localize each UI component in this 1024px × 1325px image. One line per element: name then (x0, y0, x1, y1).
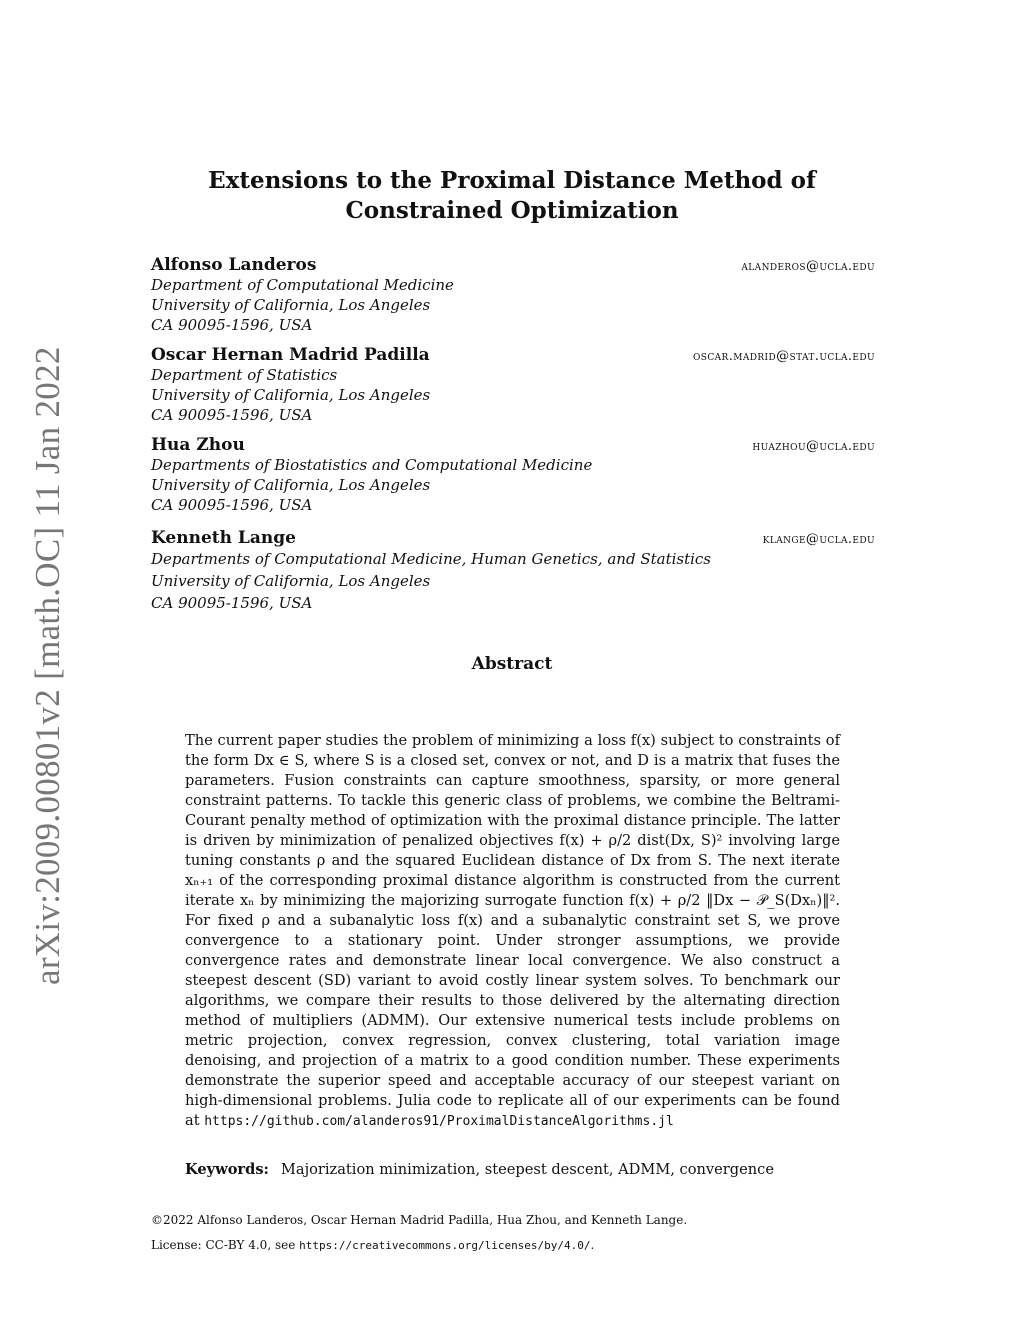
license-text: License: CC-BY 4.0, see (151, 1238, 296, 1252)
affiliation-line: University of California, Los Angeles (151, 296, 431, 314)
arxiv-stamp: arXiv:2009.00801v2 [math.OC] 11 Jan 2022 (28, 346, 67, 985)
affiliation-line: Departments of Computational Medicine, Human Genetics, and Statistics (151, 550, 712, 568)
license-link[interactable]: https://creativecommons.org/licenses/by/4.0/ (299, 1239, 591, 1252)
author-email[interactable]: alanderos@ucla.edu (741, 259, 875, 274)
author-name: Oscar Hernan Madrid Padilla (151, 345, 430, 365)
author-email[interactable]: klange@ucla.edu (762, 532, 875, 547)
affiliation-line: Department of Computational Medicine (151, 276, 454, 294)
license-suffix: . (590, 1238, 595, 1252)
affiliation-line: University of California, Los Angeles (151, 386, 431, 404)
paper-title: Extensions to the Proximal Distance Method of Constrained Optimization (208, 167, 816, 224)
affiliation-line: Departments of Biostatistics and Computational Medicine (151, 456, 593, 474)
abstract-body (185, 731, 840, 1132)
keywords-label: Keywords: (185, 1161, 269, 1178)
affiliation-line: CA 90095-1596, USA (151, 406, 313, 424)
author-name: Alfonso Landeros (151, 255, 317, 275)
keywords (185, 1161, 840, 1178)
affiliation-line: CA 90095-1596, USA (151, 496, 313, 514)
author-block (151, 345, 875, 425)
affiliation-line: CA 90095-1596, USA (151, 594, 313, 612)
author-name: Kenneth Lange (151, 528, 296, 548)
affiliation-line: Department of Statistics (151, 366, 338, 384)
abstract-heading: Abstract (471, 654, 553, 674)
affiliation-line: University of California, Los Angeles (151, 572, 431, 590)
code-link[interactable]: https://github.com/alanderos91/ProximalDistanceAlgorithms.jl (204, 1114, 674, 1129)
keywords-text: Majorization minimization, steepest descent, ADMM, convergence (280, 1161, 774, 1178)
license-notice (151, 1238, 594, 1252)
author-email[interactable]: huazhou@ucla.edu (752, 439, 875, 454)
author-block (151, 435, 875, 515)
author-block (151, 255, 875, 335)
abstract-text: The current paper studies the problem of minimizing a loss f(x) subject to constraints of the form Dx ∈ S, where S is a closed set, convex or not, and D is a matrix that fuses the parameters. Fusion constraints can capture smoothness, sparsity, or more general constraint patterns. To tackle this generic class of problems, we combine the Beltrami-Courant penalty method of optimization with the proximal distance principle. The latter is driven by minimization of penalized objectives f(x) + ρ/2 dist(Dx, S)² involving large tuning constants ρ and the squared Euclidean distance of Dx from S. The next iterate xₙ₊₁ of the corresponding proximal distance algorithm is constructed from the current iterate xₙ by minimizing the majorizing surrogate function f(x) + ρ/2 ‖Dx − 𝒫_S(Dxₙ)‖². For fixed ρ and a subanalytic loss f(x) and a subanalytic constraint set S, we prove convergence to a stationary point. Under stronger assumptions, we provide convergence rates and demonstrate linear local convergence. We also construct a steepest descent (SD) variant to avoid costly linear system solves. To benchmark our algorithms, we compare their results to those delivered by the alternating direction method of multipliers (ADMM). Our extensive numerical tests include problems on metric projection, convex regression, convex clustering, total variation image denoising, and projection of a matrix to a good condition number. These experiments demonstrate the superior speed and acceptable accuracy of our steepest variant on high-dimensional problems. Julia code to replicate all of our experiments can be found at (185, 732, 840, 1129)
affiliation-line: University of California, Los Angeles (151, 476, 431, 494)
affiliation-line: CA 90095-1596, USA (151, 316, 313, 334)
author-email[interactable]: oscar.madrid@stat.ucla.edu (693, 349, 875, 364)
author-name: Hua Zhou (151, 435, 245, 455)
copyright-notice: ©2022 Alfonso Landeros, Oscar Hernan Madrid Padilla, Hua Zhou, and Kenneth Lange. (151, 1213, 688, 1227)
author-block (151, 528, 875, 614)
